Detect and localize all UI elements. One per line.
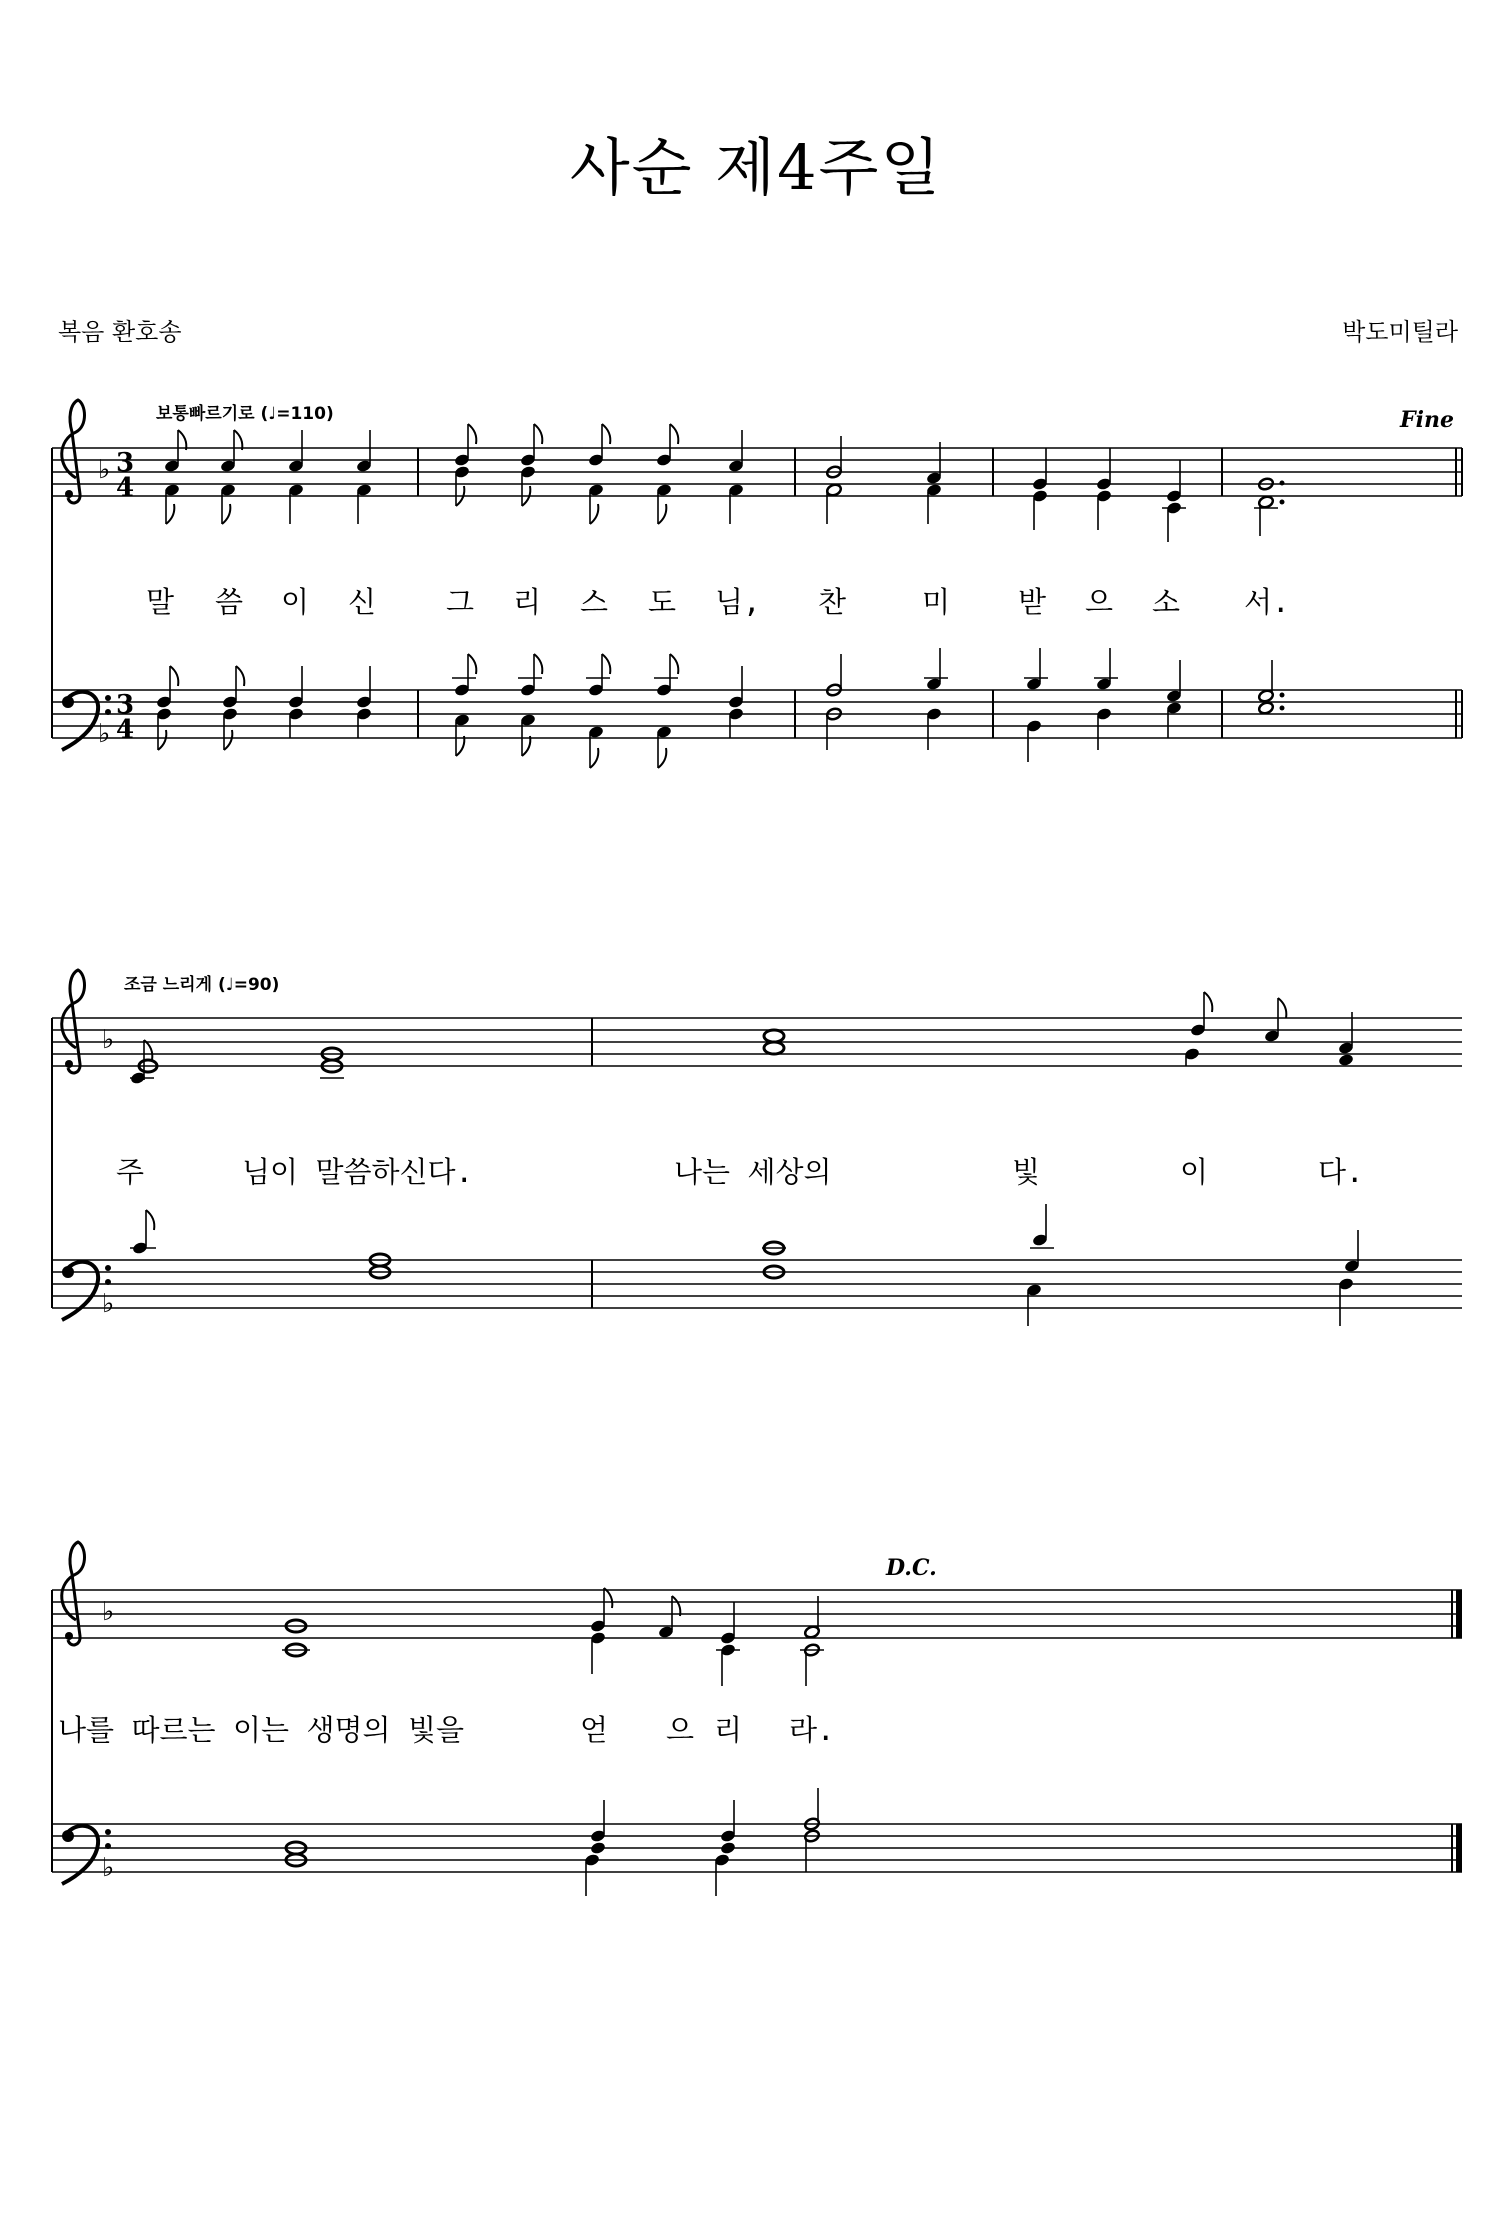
system-2-barlines [52, 1018, 592, 1308]
svg-text:♭: ♭ [102, 1025, 115, 1055]
lyric-syllable: 찬 [818, 585, 847, 619]
lyric-syllable: 도 [648, 585, 677, 619]
lyric-syllable: 얻 [580, 1713, 609, 1747]
lyric-syllable: 주 [116, 1155, 145, 1189]
svg-text:♭: ♭ [102, 1853, 115, 1883]
svg-text:3: 3 [116, 690, 135, 720]
treble-stems-1 [166, 424, 1260, 542]
dc-mark: D.C. [886, 1555, 937, 1581]
svg-text:3: 3 [116, 448, 135, 478]
composer: 박도미틸라 [1342, 318, 1458, 346]
treble-clef-icon [62, 1542, 85, 1645]
lyric-syllable: 나는 세상의 [674, 1155, 832, 1189]
staff-treble-2 [52, 1018, 1462, 1066]
svg-text:4: 4 [116, 715, 135, 745]
staff-bass-1 [52, 690, 1462, 738]
bass-notes-2 [132, 1233, 1361, 1297]
lyric-syllable: 다. [1318, 1155, 1364, 1189]
time-signature-1 [116, 448, 134, 745]
lyric-syllable: 말 [146, 585, 175, 619]
key-signature-2 [102, 1025, 114, 1319]
lyric-syllable: 이 [281, 585, 310, 619]
lyric-syllable: 님이 말씀하신다. [242, 1155, 474, 1189]
lyric-syllable: 리 [714, 1713, 743, 1747]
lyric-syllable: 으 [666, 1713, 695, 1747]
lyric-syllable: 신 [348, 585, 377, 619]
staff-treble-1 [52, 448, 1462, 496]
lyric-syllable: 라. [789, 1713, 835, 1747]
lyric-syllable: 서. [1244, 585, 1290, 619]
lyric-syllable: 미 [922, 585, 951, 619]
bass-stems-3 [586, 1788, 818, 1896]
lyric-syllable: 나를 따르는 이는 생명의 빛을 [58, 1713, 465, 1747]
svg-text:4: 4 [116, 473, 135, 503]
staff-bass-3 [52, 1824, 1462, 1872]
system-3-barlines [52, 1590, 1452, 1872]
lyric-syllable: 빛 [1012, 1155, 1041, 1189]
svg-text:♭: ♭ [102, 1289, 115, 1319]
subtitle: 복음 환호송 [58, 318, 182, 346]
tempo-marking-1: 보통빠르기로 (♩=110) [156, 404, 334, 424]
system-1-barlines [52, 448, 1462, 738]
staff-treble-3 [52, 1590, 1462, 1638]
svg-text:♭: ♭ [98, 455, 111, 485]
lyric-syllable: 이 [1180, 1155, 1209, 1189]
lyric-syllable: 으 [1085, 585, 1114, 619]
tempo-marking-2: 조금 느리게 (♩=90) [124, 975, 280, 995]
lyric-syllable: 씀 [215, 585, 244, 619]
staff-bass-2 [52, 1260, 1462, 1308]
lyric-syllable: 님, [715, 585, 761, 619]
svg-text:♭: ♭ [98, 719, 111, 749]
lyric-syllable: 소 [1152, 585, 1181, 619]
bass-stems-1 [158, 648, 1272, 768]
lyric-syllable: 받 [1018, 585, 1047, 619]
key-signature-3 [102, 1597, 114, 1883]
page-title: 사순 제4주일 [569, 131, 943, 204]
lyric-syllable: 스 [580, 585, 609, 619]
lyric-syllable: 리 [513, 585, 542, 619]
whole-notes-3 [286, 1620, 306, 1866]
treble-stems-2 [144, 992, 1352, 1080]
svg-text:♭: ♭ [102, 1597, 115, 1627]
lyric-syllable: 그 [446, 585, 475, 619]
treble-clef-icon [62, 970, 85, 1073]
treble-clef-icon [62, 400, 85, 503]
fine-mark: Fine [1400, 407, 1454, 433]
